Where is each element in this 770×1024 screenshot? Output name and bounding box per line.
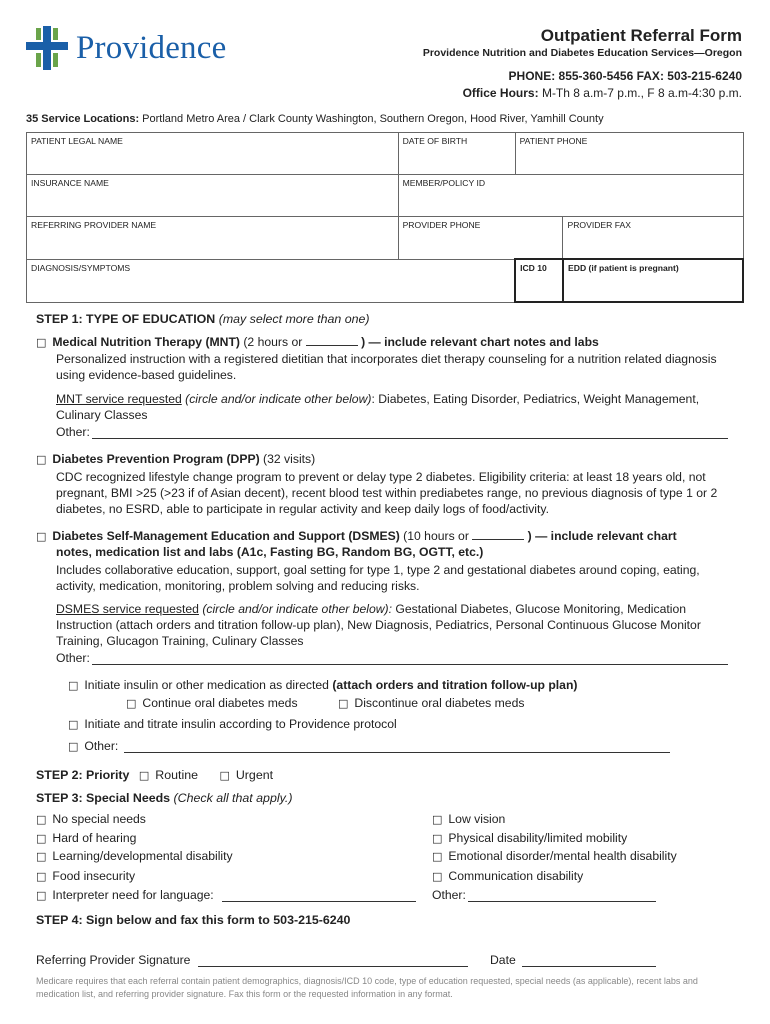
brand-name: Providence [76,29,227,66]
initiate-checkbox[interactable]: □ [68,679,79,692]
need-physical-checkbox[interactable]: □ [432,832,443,845]
need-no-special-checkbox[interactable]: □ [36,813,47,826]
continue-oral-checkbox[interactable]: □ [126,697,137,710]
diagnosis-field[interactable]: DIAGNOSIS/SYMPTOMS [27,259,516,302]
need-interpreter-checkbox[interactable]: □ [36,889,47,902]
provider-fax-field[interactable]: PROVIDER FAX [563,217,743,260]
patient-phone-field[interactable]: PATIENT PHONE [515,133,743,175]
service-locations: 35 Service Locations: Portland Metro Area / Clark County Washington, Southern Oregon, Hood River, Yamhill County [26,113,604,125]
need-food-insecurity[interactable]: □ Food insecurity [36,869,136,883]
insulin-other-line[interactable] [124,752,670,753]
providence-logo [26,26,226,70]
signature-line[interactable] [198,966,468,967]
need-vision-checkbox[interactable]: □ [432,813,443,826]
step3-heading: STEP 3: Special Needs (Check all that apply.) [36,791,293,805]
dsmes-option: □ Diabetes Self-Management Education and Support (DSMES) (10 hours or ) — include relevant chart [36,529,677,543]
insurance-field[interactable]: INSURANCE NAME [27,175,399,217]
need-low-vision[interactable]: □ Low vision [432,812,506,826]
dsmes-other-label: Other: [56,651,90,665]
form-title: Outpatient Referral Form [540,26,742,45]
mnt-hours-blank[interactable] [306,334,358,346]
step1-heading: STEP 1: TYPE OF EDUCATION (may select more than one) [36,312,370,326]
discontinue-oral-checkbox[interactable]: □ [338,697,349,710]
mnt-other-label: Other: [56,425,90,439]
signature-label: Referring Provider Signature [36,953,191,967]
need-other-line[interactable] [468,901,656,902]
need-communication-checkbox[interactable]: □ [432,870,443,883]
patient-info-table [26,132,744,303]
office-hours: Office Hours: M-Th 8 a.m-7 p.m., F 8 a.m-4:30 p.m. [462,86,742,100]
need-learning[interactable]: □ Learning/developmental disability [36,849,233,863]
urgent-option[interactable]: □ Urgent [219,768,274,782]
dsmes-title-cont: notes, medication list and labs (A1c, Fasting BG, Random BG, OGTT, etc.) [56,545,484,559]
routine-checkbox[interactable]: □ [138,769,150,782]
routine-option[interactable]: □ Routine [138,768,198,782]
dsmes-description: Includes collaborative education, support, goal setting for type 1, type 2 and gestational diabetes around coping, eating, activity, medication, monitoring, problem solving and reducing risks. [56,563,700,593]
dpp-option: □ Diabetes Prevention Program (DPP) (32 visits) [36,452,316,466]
dpp-description: CDC recognized lifestyle change program to prevent or delay type 2 diabetes. Eligibility criteria: at least 18 years old, not pregnant, BMI >25 (>23 if of Asian decent), recent blood test within prediabetes range, no previous diagnosis of type 1 or 2 diabetes, no ESRD, able to participate in regular activity and keep daily logs of food/activity. [56,470,718,516]
need-other-label: Other: [432,888,466,902]
step4-heading: STEP 4: Sign below and fax this form to 503-215-6240 [36,913,351,927]
medicare-footer-note: Medicare requires that each referral contain patient demographics, diagnosis/ICD 10 code, type of education requested, special needs (as applicable), recent labs and medication list, and referring provider signature. Fax this form or the requested information in any format. [36,976,698,999]
dsmes-other-line[interactable] [92,664,728,665]
titrate-checkbox[interactable]: □ [68,718,79,731]
need-communication[interactable]: □ Communication disability [432,869,584,883]
need-food-checkbox[interactable]: □ [36,870,47,883]
need-interpreter[interactable]: □ Interpreter need for language: [36,888,214,902]
date-label: Date [490,953,516,967]
date-line[interactable] [522,966,656,967]
insulin-other-option: □ Other: [68,739,119,753]
need-physical[interactable]: □ Physical disability/limited mobility [432,831,628,845]
patient-name-field[interactable]: PATIENT LEGAL NAME [27,133,399,175]
insulin-other-checkbox[interactable]: □ [68,740,79,753]
titrate-option: □ Initiate and titrate insulin according to Providence protocol [68,717,397,731]
interpreter-language-line[interactable] [222,901,416,902]
form-subtitle: Providence Nutrition and Diabetes Education Services—Oregon [422,47,742,59]
need-learning-checkbox[interactable]: □ [36,850,47,863]
member-id-field[interactable]: MEMBER/POLICY ID [398,175,743,217]
need-hard-of-hearing[interactable]: □ Hard of hearing [36,831,137,845]
providence-cross-icon [26,26,68,70]
urgent-checkbox[interactable]: □ [219,769,230,782]
need-emotional[interactable]: □ Emotional disorder/mental health disability [432,849,677,863]
dsmes-checkbox[interactable]: □ [36,530,47,543]
mnt-other-line[interactable] [92,438,728,439]
continue-oral-option: □ Continue oral diabetes meds [126,696,298,710]
dob-field[interactable]: DATE OF BIRTH [398,133,515,175]
discontinue-oral-option: □ Discontinue oral diabetes meds [338,696,525,710]
icd10-field[interactable]: ICD 10 [515,259,563,302]
mnt-services: MNT service requested (circle and/or indicate other below): Diabetes, Eating Disorder, Pediatrics, Weight Management, Culinary Classes [56,392,700,422]
referring-provider-field[interactable]: REFERRING PROVIDER NAME [27,217,399,260]
initiate-insulin-option: □ Initiate insulin or other medication as directed (attach orders and titration follow-up plan) [68,678,578,692]
contact-phone-fax: PHONE: 855-360-5456 FAX: 503-215-6240 [508,69,742,83]
mnt-description: Personalized instruction with a registered dietitian that incorporates diet therapy counseling for a nutrition related diagnosis using evidence-based guidelines. [56,352,717,382]
need-emotional-checkbox[interactable]: □ [432,850,443,863]
need-no-special[interactable]: □ No special needs [36,812,146,826]
dsmes-services: DSMES service requested (circle and/or indicate other below): Gestational Diabetes, Glucose Monitoring, Medication Instruction (attach orders and titration follow-up plan), New Diagnosis, Pediatrics, Personal Continuous Glucose Monitor Training, Glucagon Training, Culinary Classes [56,602,701,648]
step2-priority: STEP 2: Priority □ Routine □ Urgent [36,768,274,782]
dsmes-hours-blank[interactable] [472,528,524,540]
dpp-checkbox[interactable]: □ [36,453,47,466]
edd-field[interactable]: EDD (if patient is pregnant) [563,259,743,302]
need-hearing-checkbox[interactable]: □ [36,832,47,845]
mnt-option: □ Medical Nutrition Therapy (MNT) (2 hours or ) — include relevant chart notes and labs [36,335,599,349]
provider-phone-field[interactable]: PROVIDER PHONE [398,217,563,260]
mnt-checkbox[interactable]: □ [36,336,47,349]
